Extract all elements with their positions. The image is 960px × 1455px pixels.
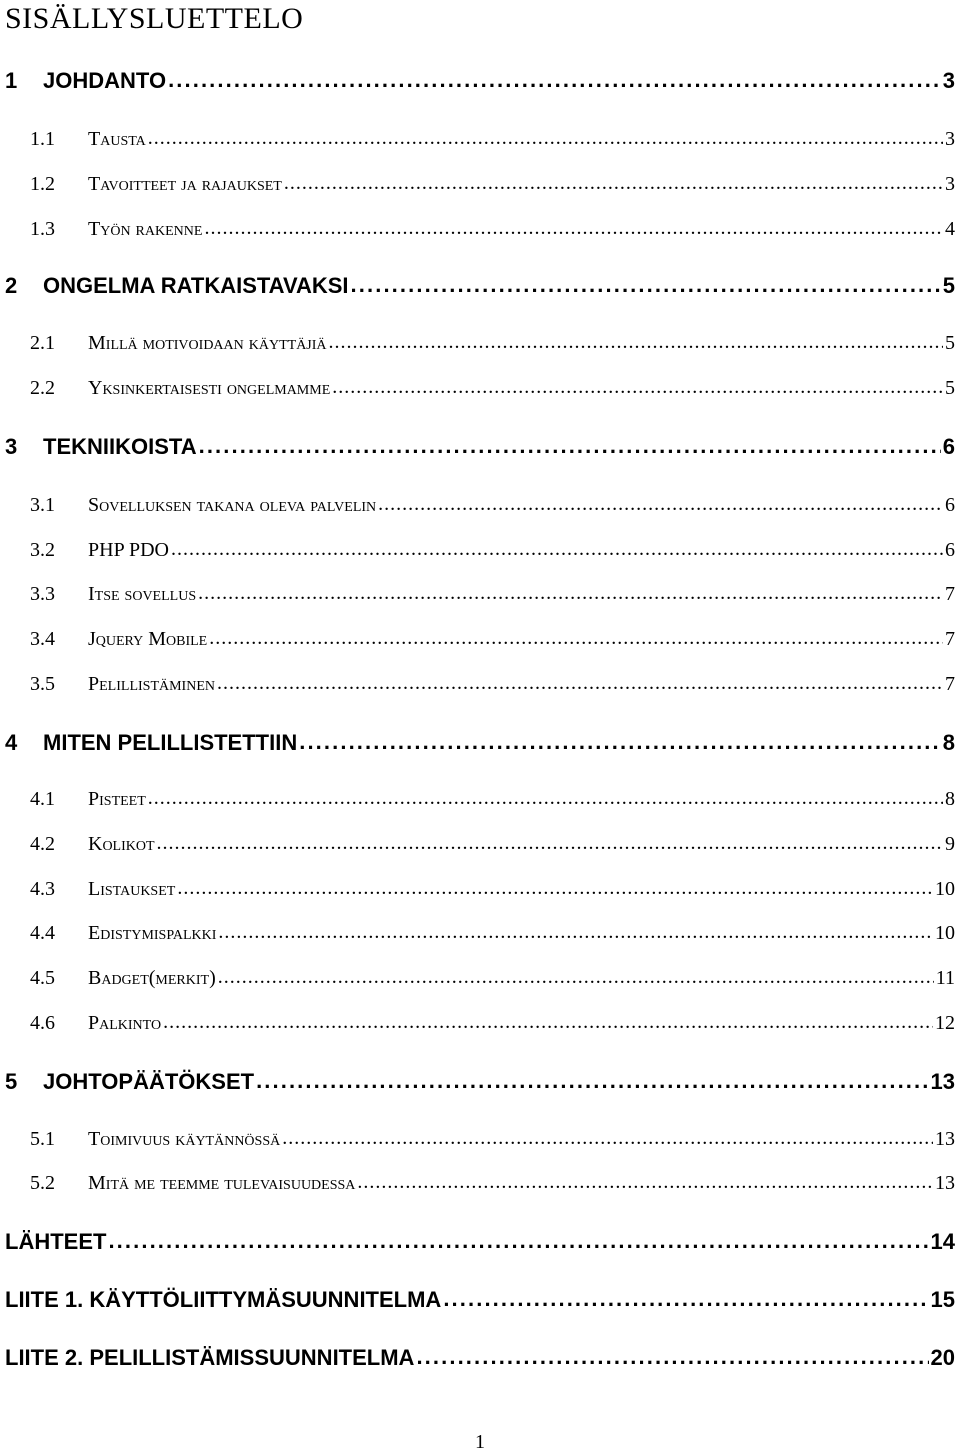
toc-section-entry[interactable] [30, 626, 955, 652]
toc-entry-number: 5.1 [30, 1128, 55, 1150]
toc-section-entry[interactable] [30, 581, 955, 607]
page-title: SISÄLLYSLUETTELO [5, 2, 304, 35]
toc-entry-title: LIITE 2. PELILLISTÄMISSUUNNITELMA [5, 1345, 415, 1370]
toc-entry-number: 5 [5, 1069, 18, 1094]
dot-leader [332, 374, 943, 400]
toc-entry-number: 1.2 [30, 173, 55, 195]
toc-entry-number: 1.3 [30, 218, 55, 240]
toc-section-entry[interactable] [30, 786, 955, 812]
toc-entry-page: 5 [945, 377, 955, 399]
toc-section-entry[interactable] [30, 671, 955, 697]
toc-entry-page: 3 [945, 128, 955, 150]
toc-entry-title: Pelillistäminen [88, 673, 215, 695]
toc-entry-title: Itse sovellus [88, 583, 197, 605]
toc-section-entry[interactable] [30, 965, 955, 991]
toc-entry-title: Listaukset [88, 878, 176, 900]
toc-entry-number: 4.1 [30, 788, 55, 810]
toc-chapter-entry[interactable] [5, 433, 955, 461]
toc-entry-page: 6 [945, 494, 955, 516]
toc-entry-title: MITEN PELILLISTETTIIN [43, 730, 298, 755]
toc-entry-number: 2 [5, 273, 18, 298]
toc-entry-title: Mitä me teemme tulevaisuudessa [88, 1172, 356, 1194]
toc-section-entry[interactable] [30, 216, 955, 242]
toc-entry-title: Palkinto [88, 1012, 162, 1034]
dot-leader [282, 1125, 933, 1151]
toc-entry-page: 15 [930, 1287, 955, 1312]
dot-leader [199, 432, 941, 460]
dot-leader [148, 125, 943, 151]
toc-entry-number: 4.3 [30, 878, 55, 900]
dot-leader [218, 964, 934, 990]
dot-leader [284, 170, 943, 196]
dot-leader [256, 1067, 928, 1095]
toc-entry-number: 3.1 [30, 494, 55, 516]
dot-leader [351, 271, 941, 299]
toc-chapter-entry[interactable] [5, 1344, 955, 1372]
toc-entry-title: ONGELMA RATKAISTAVAKSI [43, 273, 349, 298]
toc-section-entry[interactable] [30, 876, 955, 902]
toc-section-entry[interactable] [30, 330, 955, 356]
toc-entry-title: LIITE 1. KÄYTTÖLIITTYMÄSUUNNITELMA [5, 1287, 442, 1312]
dot-leader [357, 1169, 933, 1195]
toc-entry-number: 5.2 [30, 1172, 55, 1194]
dot-leader [171, 536, 943, 562]
toc-entry-number: 4.5 [30, 967, 55, 989]
dot-leader [299, 728, 941, 756]
toc-section-entry[interactable] [30, 1010, 955, 1036]
toc-entry-title: LÄHTEET [5, 1229, 107, 1254]
page-number: 1 [475, 1431, 485, 1453]
toc-entry-page: 6 [945, 539, 955, 561]
toc-entry-page: 13 [935, 1172, 955, 1194]
toc-section-entry[interactable] [30, 537, 955, 563]
toc-entry-title: Badget(merkit) [88, 967, 216, 989]
toc-entry-title: JOHDANTO [43, 68, 167, 93]
toc-entry-page: 9 [945, 833, 955, 855]
toc-entry-title: Työn rakenne [88, 218, 203, 240]
toc-entry-page: 13 [930, 1069, 955, 1094]
toc-section-entry[interactable] [30, 492, 955, 518]
dot-leader [378, 491, 943, 517]
toc-entry-page: 12 [935, 1012, 955, 1034]
toc-entry-page: 7 [945, 628, 955, 650]
dot-leader [157, 830, 943, 856]
toc-entry-title: PHP PDO [88, 539, 169, 561]
toc-section-entry[interactable] [30, 171, 955, 197]
toc-entry-title: Sovelluksen takana oleva palvelin [88, 494, 377, 516]
toc-entry-number: 3.2 [30, 539, 55, 561]
dot-leader [148, 785, 943, 811]
toc-entry-number: 4.4 [30, 922, 55, 944]
toc-entry-number: 2.1 [30, 332, 55, 354]
toc-chapter-entry[interactable] [5, 1228, 955, 1256]
toc-section-entry[interactable] [30, 375, 955, 401]
toc-entry-number: 3.4 [30, 628, 55, 650]
toc-entry-page: 4 [945, 218, 955, 240]
toc-entry-title: Tavoitteet ja rajaukset [88, 173, 282, 195]
toc-entry-title: Kolikot [88, 833, 155, 855]
toc-entry-page: 3 [942, 68, 955, 93]
toc-chapter-entry[interactable] [5, 729, 955, 757]
toc-entry-page: 14 [930, 1229, 955, 1254]
toc-chapter-entry[interactable] [5, 67, 955, 95]
dot-leader [218, 919, 933, 945]
toc-entry-title: Edistymispalkki [88, 922, 217, 944]
dot-leader [108, 1227, 928, 1255]
toc-entry-title: TEKNIIKOISTA [43, 434, 197, 459]
dot-leader [329, 329, 943, 355]
dot-leader [163, 1009, 933, 1035]
toc-entry-page: 7 [945, 673, 955, 695]
toc-entry-page: 11 [935, 967, 955, 989]
toc-section-entry[interactable] [30, 1170, 955, 1196]
toc-entry-page: 10 [935, 922, 955, 944]
toc-entry-page: 6 [942, 434, 955, 459]
toc-chapter-entry[interactable] [5, 1068, 955, 1096]
toc-entry-page: 7 [945, 583, 955, 605]
toc-entry-number: 3 [5, 434, 18, 459]
toc-entry-title: Yksinkertaisesti ongelmamme [88, 377, 331, 399]
dot-leader [177, 875, 933, 901]
toc-entry-number: 4.6 [30, 1012, 55, 1034]
toc-entry-number: 3.3 [30, 583, 55, 605]
toc-entry-page: 10 [935, 878, 955, 900]
dot-leader [209, 625, 943, 651]
dot-leader [217, 670, 943, 696]
dot-leader [168, 66, 941, 94]
dot-leader [416, 1343, 928, 1371]
dot-leader [204, 215, 943, 241]
toc-entry-title: Jquery Mobile [88, 628, 208, 650]
toc-chapter-entry[interactable] [5, 1286, 955, 1314]
toc-entry-page: 13 [935, 1128, 955, 1150]
toc-entry-title: Pisteet [88, 788, 146, 810]
toc-entry-page: 20 [930, 1345, 955, 1370]
toc-entry-number: 4 [5, 730, 18, 755]
toc-chapter-entry[interactable] [5, 272, 955, 300]
dot-leader [198, 580, 943, 606]
toc-entry-number: 1.1 [30, 128, 55, 150]
toc-section-entry[interactable] [30, 831, 955, 857]
toc-entry-page: 3 [945, 173, 955, 195]
toc-entry-page: 5 [945, 332, 955, 354]
toc-section-entry[interactable] [30, 126, 955, 152]
toc-entry-number: 4.2 [30, 833, 55, 855]
toc-entry-title: Tausta [88, 128, 146, 150]
toc-entry-title: JOHTOPÄÄTÖKSET [43, 1069, 255, 1094]
toc-entry-title: Millä motivoidaan käyttäjiä [88, 332, 327, 354]
toc-entry-title: Toimivuus käytännössä [88, 1128, 281, 1150]
toc-entry-number: 2.2 [30, 377, 55, 399]
toc-entry-page: 8 [945, 788, 955, 810]
toc-section-entry[interactable] [30, 1126, 955, 1152]
toc-section-entry[interactable] [30, 920, 955, 946]
toc-entry-page: 5 [942, 273, 955, 298]
toc-entry-page: 8 [942, 730, 955, 755]
dot-leader [443, 1285, 928, 1313]
toc-entry-number: 1 [5, 68, 18, 93]
toc-entry-number: 3.5 [30, 673, 55, 695]
